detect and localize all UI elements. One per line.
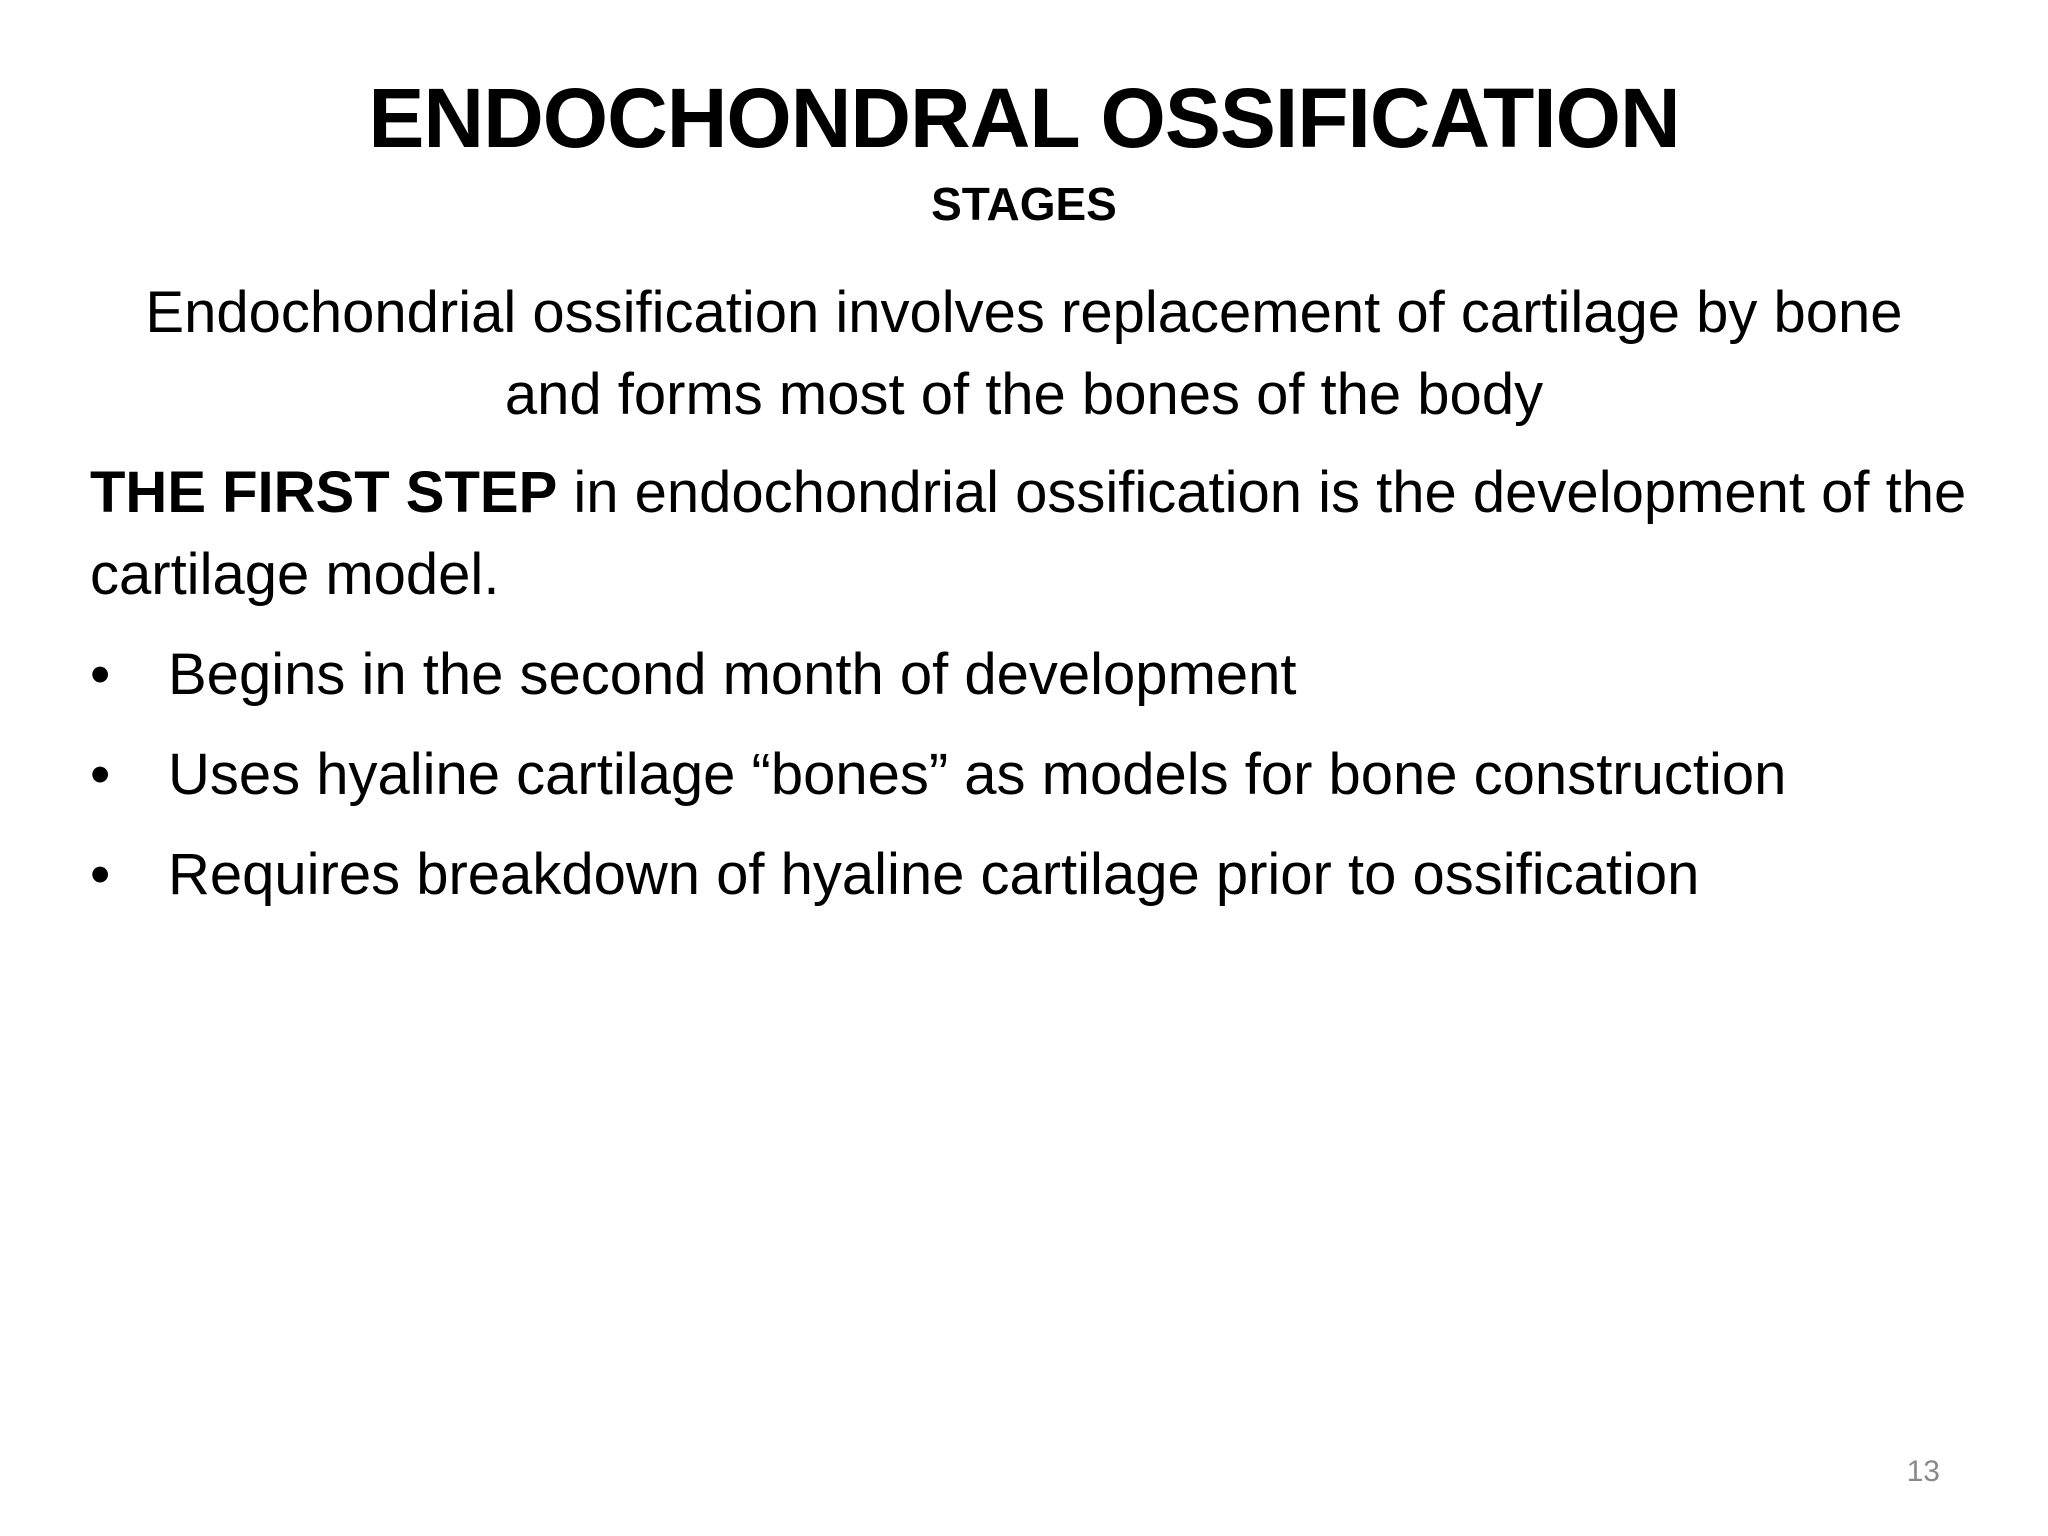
page-number: 13	[1906, 1455, 1940, 1488]
bullet-icon: •	[90, 842, 111, 907]
first-step-paragraph	[90, 452, 2010, 616]
bullet-text: Requires breakdown of hyaline cartilage prior to ossification	[168, 842, 1700, 907]
slide-title: ENDOCHONDRAL OSSIFICATION	[368, 71, 1680, 165]
intro-paragraph: Endochondrial ossification involves replacement of cartilage by bone and forms most of the bones of the body	[145, 280, 1903, 427]
list-item	[90, 740, 1990, 810]
first-step-text: in endochondrial ossification is the development of the cartilage model.	[90, 460, 1967, 607]
slide-subtitle: STAGES	[931, 178, 1117, 230]
list-item	[90, 840, 1990, 910]
bullet-icon: •	[90, 742, 111, 807]
bullet-icon: •	[90, 642, 111, 707]
list-item	[90, 640, 1990, 710]
bullet-list	[90, 640, 1990, 940]
bullet-text: Begins in the second month of development	[168, 642, 1297, 707]
first-step-label: THE FIRST STEP	[90, 460, 558, 525]
bullet-text: Uses hyaline cartilage “bones” as models for bone construction	[168, 742, 1787, 807]
